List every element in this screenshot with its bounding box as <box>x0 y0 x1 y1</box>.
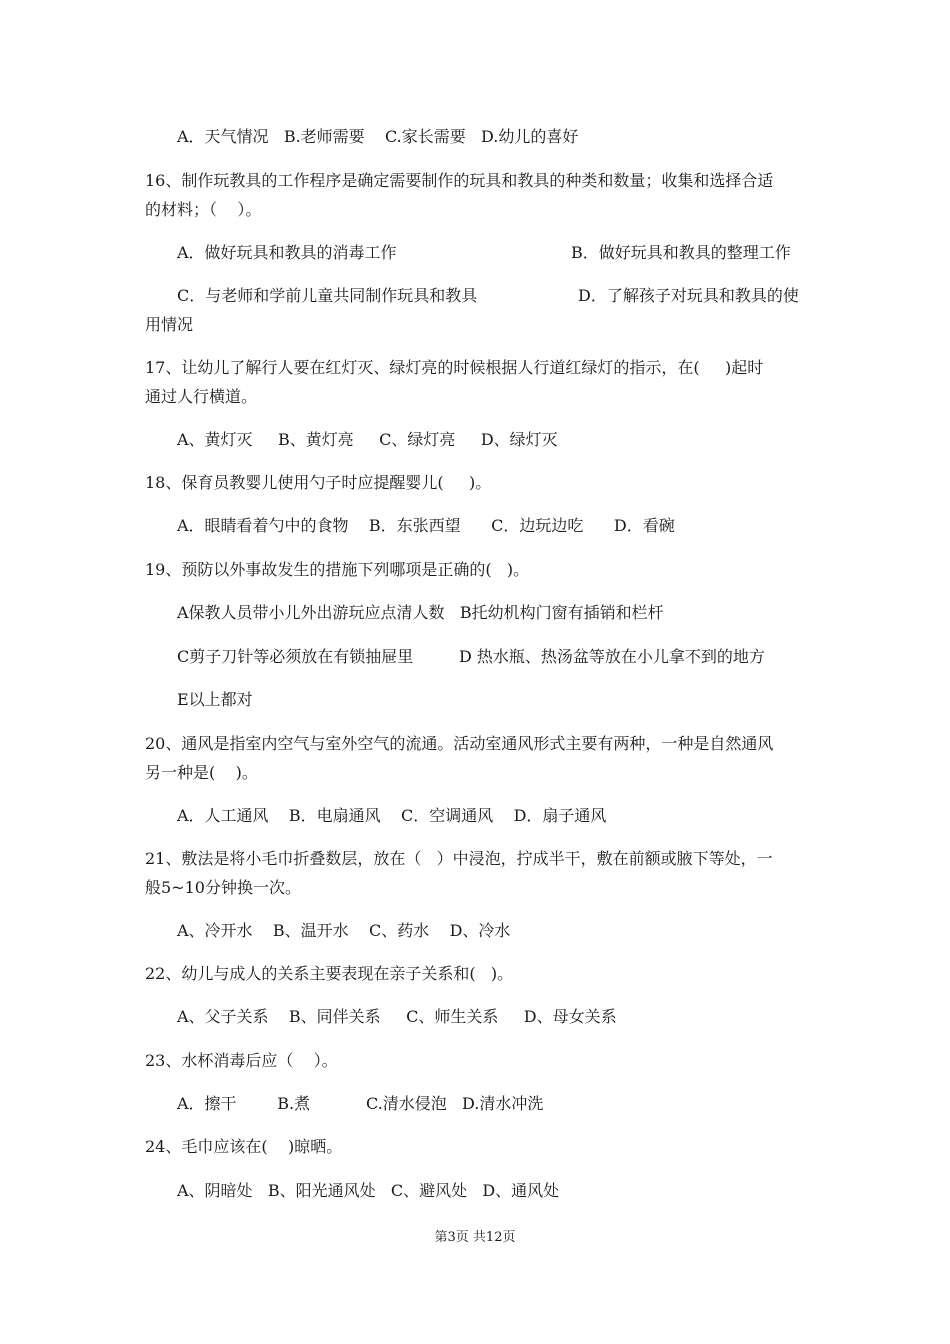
question-23: 23、水杯消毒后应（ ）。 <box>145 1051 338 1070</box>
question-21-options: A、冷开水 B、温开水 C、药水 D、冷水 <box>177 921 511 940</box>
question-17-line-2: 通过人行横道。 <box>145 387 258 406</box>
question-16-line-1: 16、制作玩教具的工作程序是确定需要制作的玩具和教具的种类和数量；收集和选择合适 <box>145 171 774 190</box>
question-20-options: A．人工通风 B．电扇通风 C．空调通风 D．扇子通风 <box>177 806 607 825</box>
question-20-line-2: 另一种是( )。 <box>145 763 258 782</box>
question-16-option-d-cont: 用情况 <box>145 315 194 334</box>
question-16-line-2: 的材料；（ ）。 <box>145 200 262 219</box>
question-18: 18、保育员教婴儿使用勺子时应提醒婴儿( )。 <box>145 473 492 492</box>
question-18-options: A．眼睛看着勺中的食物 B．东张西望 C．边玩边吃 D．看碗 <box>177 516 675 535</box>
question-24-options: A、阴暗处 B、阳光通风处 C、避风处 D、通风处 <box>177 1181 560 1200</box>
question-17-options: A、黄灯灭 B、黄灯亮 C、绿灯亮 D、绿灯灭 <box>177 430 558 449</box>
question-22: 22、幼儿与成人的关系主要表现在亲子关系和( )。 <box>145 964 514 983</box>
question-20-line-1: 20、通风是指室内空气与室外空气的流通。活动室通风形式主要有两种，一种是自然通风 <box>145 734 774 753</box>
question-16-option-d: D．了解孩子对玩具和教具的使 <box>578 286 799 305</box>
question-16-option-a: A．做好玩具和教具的消毒工作 <box>177 243 397 262</box>
question-16-option-b: B．做好玩具和教具的整理工作 <box>571 243 791 262</box>
question-19-option-e: E以上都对 <box>177 690 253 709</box>
page-footer: 第3页 共12页 <box>434 1230 516 1245</box>
question-19: 19、预防以外事故发生的措施下列哪项是正确的( )。 <box>145 560 530 579</box>
question-22-options: A、父子关系 B、同伴关系 C、师生关系 D、母女关系 <box>177 1007 617 1026</box>
question-21-line-1: 21、敷法是将小毛巾折叠数层，放在（ ）中浸泡，拧成半干，敷在前额或腋下等处，一 <box>145 849 773 868</box>
question-19-options-ab: A保教人员带小儿外出游玩应点清人数 B托幼机构门窗有插销和栏杆 <box>177 603 664 622</box>
question-16-option-c: C．与老师和学前儿童共同制作玩具和教具 <box>177 286 478 305</box>
line-15-options: A．天气情况 B.老师需要 C.家长需要 D.幼儿的喜好 <box>177 127 579 146</box>
question-24: 24、毛巾应该在( )晾晒。 <box>145 1137 343 1156</box>
question-23-options: A．擦干 B.煮 C.清水侵泡 D.清水冲洗 <box>177 1094 544 1113</box>
question-19-options-cd: C剪子刀针等必须放在有锁抽屉里 D 热水瓶、热汤盆等放在小儿拿不到的地方 <box>177 647 765 666</box>
question-21-line-2: 般5~10分钟换一次。 <box>145 878 301 897</box>
question-17-line-1: 17、让幼儿了解行人要在红灯灭、绿灯亮的时候根据人行道红绿灯的指示，在( )起时 <box>145 358 764 377</box>
